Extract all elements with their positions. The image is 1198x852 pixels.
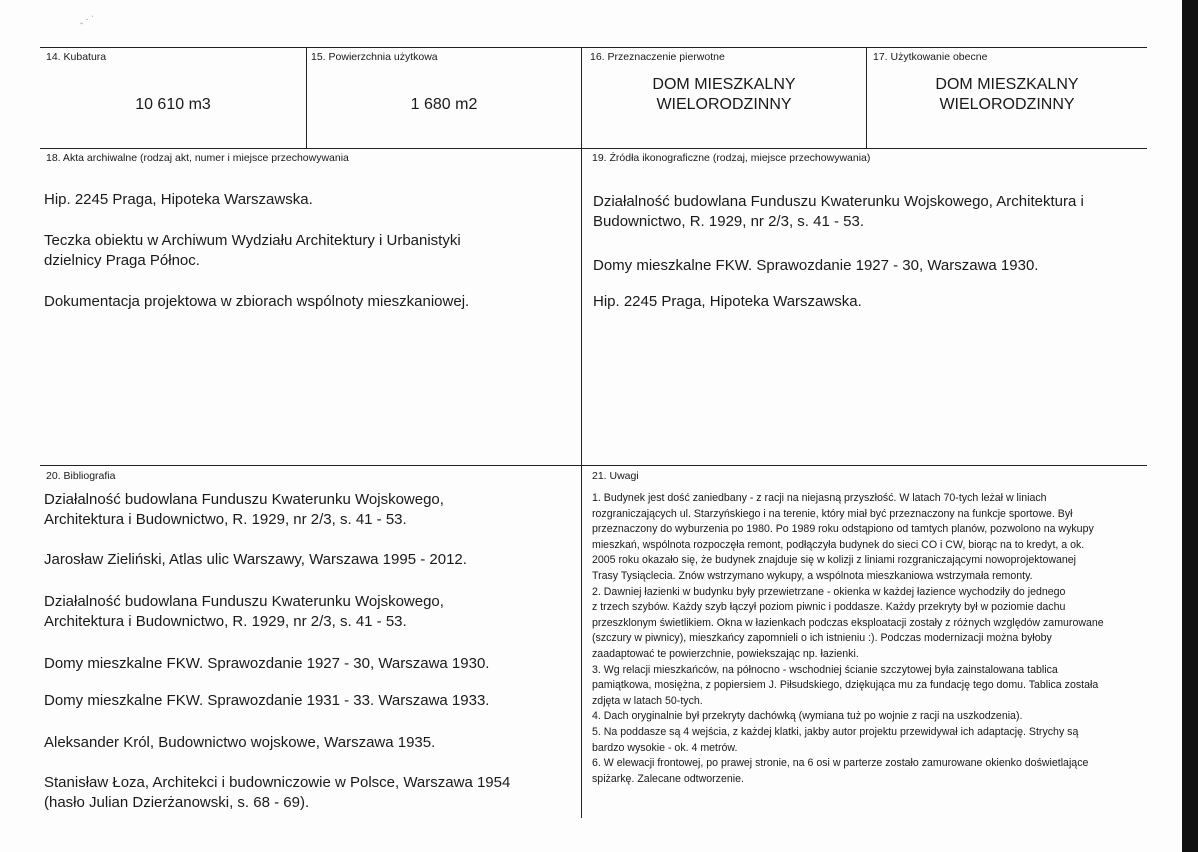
bibliography-entry-line: Domy mieszkalne FKW. Sprawozdanie 1931 - 33. Warszawa 1933. bbox=[44, 692, 490, 709]
field-16-value bbox=[582, 75, 866, 115]
remark-line: przeszklonym świetlikiem. Okna w łazienkach podczas eksploatacji zostały z różnych względów zamurowane bbox=[592, 616, 1104, 629]
remark-line: 3. Wg relacji mieszkańców, na północno - wschodniej ścianie szczytowej była zainstalowana tablica bbox=[592, 663, 1058, 676]
rule-row1 bbox=[40, 148, 1147, 149]
field-17-label: 17. Użytkowanie obecne bbox=[873, 51, 988, 63]
archive-entry bbox=[44, 292, 469, 312]
rule-top bbox=[40, 47, 1147, 48]
bibliography-entry-line: Architektura i Budownictwo, R. 1929, nr 2/3, s. 41 - 53. bbox=[44, 613, 407, 630]
field-20-label: 20. Bibliografia bbox=[46, 470, 116, 482]
remark-line: pamiątkowa, mosiężna, z popiersiem J. Piłsudskiego, dziękująca mu za fundację tego domu. Tablica została bbox=[592, 679, 1099, 692]
field-16-line1: DOM MIESZKALNY bbox=[652, 76, 796, 93]
bibliography-entry-line: Działalność budowlana Funduszu Kwaterunku Wojskowego, bbox=[44, 491, 444, 508]
field-15-label: 15. Powierzchnia użytkowa bbox=[311, 51, 438, 63]
bibliography-entry-line: Działalność budowlana Funduszu Kwaterunku Wojskowego, bbox=[44, 593, 444, 610]
iconography-entry bbox=[593, 256, 1038, 276]
iconography-entry bbox=[593, 292, 862, 312]
bibliography-entry-line: Domy mieszkalne FKW. Sprawozdanie 1927 - 30, Warszawa 1930. bbox=[44, 655, 490, 672]
bibliography-entry-line: Aleksander Król, Budownictwo wojskowe, Warszawa 1935. bbox=[44, 734, 436, 751]
remark-line: 1. Budynek jest dość zaniedbany - z racji na niejasną przyszłość. W latach 70-tych leżał w liniach bbox=[592, 492, 1047, 504]
archive-entry-line: Teczka obiektu w Archiwum Wydziału Architektury i Urbanistyki bbox=[44, 232, 461, 249]
bibliography-entry-line: (hasło Julian Dzierżanowski, s. 68 - 69). bbox=[44, 794, 310, 811]
bibliography-entry-line: Jarosław Zieliński, Atlas ulic Warszawy, Warszawa 1995 - 2012. bbox=[44, 551, 467, 568]
iconography-entry bbox=[593, 192, 1084, 232]
archive-entry bbox=[44, 190, 313, 210]
remark-line: (szczury w piwnicy), mieszkańcy zapomnieli o ich istnieniu :). Podczas modernizacji można byłoby bbox=[592, 632, 1052, 645]
iconography-entry-line: Hip. 2245 Praga, Hipoteka Warszawska. bbox=[593, 293, 862, 310]
remark-line: 2005 roku okazało się, że budynek znajduje się w kolizji z liniami rozgraniczającymi nowoprojektowanej bbox=[592, 554, 1077, 567]
iconography-entry-line: Budownictwo, R. 1929, nr 2/3, s. 41 - 53. bbox=[593, 213, 864, 230]
remark-line: 4. Dach oryginalnie był przekryty dachówką (wymiana tuż po wojnie z racji na uszkodzenia). bbox=[592, 710, 1023, 723]
bibliography-entry bbox=[44, 654, 489, 674]
remark-line: mieszkań, wspólnota rozpoczęła remont, podłączyła budynek do sieci CO i CW, biorąc na to kredyt, a ok. bbox=[592, 538, 1085, 551]
field-17-value bbox=[867, 75, 1147, 115]
remarks-block bbox=[592, 491, 1152, 787]
field-19-label: 19. Źródła ikonograficzne (rodzaj, miejsce przechowywania) bbox=[592, 152, 871, 164]
remark-line: bardzo wysokie - ok. 4 metrów. bbox=[592, 741, 738, 754]
bibliography-entry bbox=[44, 733, 435, 753]
scan-marks: ‸ · ˈ bbox=[80, 14, 95, 24]
bibliography-entry bbox=[44, 592, 444, 632]
remark-line: 5. Na poddasze są 4 wejścia, z każdej klatki, jakby autor projektu przewidywał ich adaptację. Strychy są bbox=[592, 725, 1079, 738]
iconography-entry-line: Działalność budowlana Funduszu Kwaterunku Wojskowego, Architektura i bbox=[593, 193, 1084, 210]
scan-border bbox=[1182, 0, 1198, 852]
remark-line: przeznaczony do wyburzenia po 1980. Po 1989 roku odstąpiono od tamtych planów, pozwolono na wykupy bbox=[592, 523, 1094, 536]
rule-row2 bbox=[40, 465, 1147, 466]
archive-entry bbox=[44, 231, 461, 271]
remark-line: rozgraniczających ul. Starzyńskiego i na terenie, który miał być przeznaczony na funkcje sportowe. Był bbox=[592, 507, 1073, 520]
field-14-value: 10 610 m3 bbox=[135, 96, 211, 113]
divider-center bbox=[581, 48, 582, 818]
archive-entry-line: Dokumentacja projektowa w zbiorach wspólnoty mieszkaniowej. bbox=[44, 293, 470, 310]
bibliography-entry-line: Stanisław Łoza, Architekci i budowniczowie w Polsce, Warszawa 1954 bbox=[44, 774, 511, 791]
bibliography-entry-line: Architektura i Budownictwo, R. 1929, nr 2/3, s. 41 - 53. bbox=[44, 511, 407, 528]
remark-line: z trzech szybów. Każdy szyb łączył poziom piwnic i poddasze. Każdy przekryty był w poziomie dachu bbox=[592, 601, 1066, 614]
field-17-line1: DOM MIESZKALNY bbox=[935, 76, 1079, 93]
bibliography-entry bbox=[44, 550, 467, 570]
bibliography-entry bbox=[44, 490, 444, 530]
field-16-label: 16. Przeznaczenie pierwotne bbox=[590, 51, 725, 63]
field-15-value: 1 680 m2 bbox=[410, 96, 478, 113]
field-17-line2: WIELORODZINNY bbox=[939, 96, 1075, 113]
bibliography-entry bbox=[44, 773, 510, 813]
archive-entry-line: dzielnicy Praga Północ. bbox=[44, 252, 200, 269]
field-14-label: 14. Kubatura bbox=[46, 51, 107, 63]
remark-line: 6. W elewacji frontowej, po prawej stronie, na 6 osi w parterze zostało zamurowane okienko doświetlające bbox=[592, 757, 1089, 770]
iconography-entry-line: Domy mieszkalne FKW. Sprawozdanie 1927 - 30, Warszawa 1930. bbox=[593, 257, 1039, 274]
remark-line: spiżarkę. Zalecane odtworzenie. bbox=[592, 772, 744, 785]
remark-line: zdjęta w latach 50-tych. bbox=[592, 694, 703, 707]
archive-entry-line: Hip. 2245 Praga, Hipoteka Warszawska. bbox=[44, 191, 313, 208]
field-21-label: 21. Uwagi bbox=[592, 470, 639, 482]
field-16-line2: WIELORODZINNY bbox=[656, 96, 792, 113]
field-18-label: 18. Akta archiwalne (rodzaj akt, numer i miejsce przechowywania bbox=[46, 152, 349, 164]
remark-line: zaadaptować te powierzchnie, powiekszając np. łazienki. bbox=[592, 647, 859, 660]
remark-line: 2. Dawniej łazienki w budynku były przewietrzane - okienka w każdej łazience wychodziły do jednego bbox=[592, 585, 1066, 598]
bibliography-entry bbox=[44, 691, 489, 711]
remark-line: Trasy Tysiąclecia. Znów wstrzymano wykupy, a wspólnota mieszkaniowa wstrzymała remonty. bbox=[592, 569, 1033, 582]
